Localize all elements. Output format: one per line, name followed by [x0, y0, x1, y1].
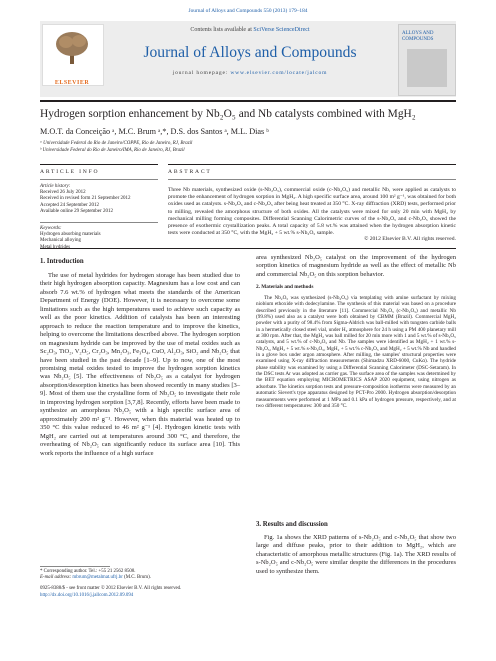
abstract-text: Three Nb materials, synthesized oxide (s-Nb₂O₅), commercial oxide (c-Nb₂O₅) and metallic Nb, were applied as catalysts to promote the enhancement of hydrogen sorption in MgH₂. A high specific surface area, around 100 m² g⁻¹, was obtained for both oxides used as catalysts. s-Nb₂O₅ and c-Nb₂O₅ after being heat treated at 350 °C. X-ray diffraction (XRD) tests, performed prior to milling, revealed the amorphous structure of both oxides. All the catalysts were mixed for only 20 min with MgH₂ by mechanical milling forming composites. Differential Scanning Calorimetric curves of the s-Nb₂O₅ and c-Nb₂O₅ showed the presence of exothermic crystallization peaks. A total capacity of 5.8 wt.% was attained when the hydrogen absorption kinetic tests were conducted at 350 °C, with the MgH₂ + 5 wt.% s-Nb₂O₅ sample. — [168, 187, 456, 237]
contents-line — [108, 27, 392, 33]
cover-title: ALLOYS AND COMPOUNDS — [402, 31, 434, 42]
cover-artwork — [407, 49, 447, 87]
front-matter-rule — [40, 248, 456, 249]
sciencedirect-link[interactable]: SciVerse ScienceDirect — [253, 27, 310, 33]
email-link[interactable]: mbrum@metalmat.ufrj.br — [72, 575, 123, 581]
homepage-link[interactable]: www.elsevier.com/locate/jalcom — [230, 70, 328, 76]
results-heading: 3. Results and discussion — [256, 521, 328, 528]
article-info-heading: ARTICLE INFO — [40, 169, 100, 175]
journal-homepage — [108, 70, 392, 76]
info-sub-rule — [40, 179, 158, 180]
methods-text: The Nb₂O₅ was synthesized (s-Nb₂O₅) via templating with amine surfactant by mixing niobium ethoxide with dodecylamine. The synthesis of this material was based on a procedure described previously in the literature [11]. Commercial Nb₂O₅ (c-Nb₂O₅) and metallic Nb (99.8%) used also as a catalyst were both obtained by CBMM (Brazil). Commercial MgH₂ powder with a purity of 98.4% from Sigma-Aldrich was ball-milled with tungsten carbide balls in a hermetically closed steel vial, under H₂ atmosphere for 24 h using a PM 400 planetary mill at 300 rpm. After that, the MgH₂ was ball milled for 20 min more with 1 and 5 wt.% of s-Nb₂O₅ catalysts, and 5 wt.% of c-Nb₂O₅ and Nb. The samples were identified as MgH₂ + 1 wt.% s-Nb₂O₅, MgH₂ + 5 wt.% s-Nb₂O₅, MgH₂ + 5 wt.% c-Nb₂O₅ and MgH₂ + 5 wt.% Nb and handled in a glove box under argon atmosphere. After milling, the samples' structural properties were examined using X-ray diffraction measurements (Shimadzu XRD-6000, CuKα). The hydride phase stability was examined by using a Differential Scanning Calorimeter (DSC-Setaram). In the DSC tests Ar was adopted as carrier gas. The surface area of the samples was determined by the BET equation employing MICROMETRICS ASAP 2020 equipment, using nitrogen as adsorbate. The kinetics sorption tests and pressure-composition isotherms were measured by an automatic Sievert's type apparatus designed by PCT-Pro 2000. Hydrogen absorption/desorption measurements were performed at 1 MPa and 0.1 kPa of hydrogen pressure, respectively, and at two different temperatures: 300 and 350 °C. — [256, 295, 456, 409]
abstract-copyright: © 2012 Elsevier B.V. All rights reserved. — [364, 236, 456, 242]
keyword-item: Hydrogen absorbing materials — [40, 232, 101, 238]
history-online: Available online 29 September 2012 — [40, 208, 113, 214]
issn-line: 0925-8388/$ - see front matter © 2012 Elsevier B.V. All rights reserved. — [40, 586, 182, 591]
article-title: Hydrogen sorption enhancement by Nb₂O₅ and Nb catalysts combined with MgH₂ — [40, 108, 416, 120]
intro-heading: 1. Introduction — [40, 258, 84, 265]
corresponding-author: * Corresponding author. Tel.: +55 21 2562 8508. — [40, 569, 136, 574]
info-top-rule — [40, 164, 158, 165]
intro-text: The use of metal hydrides for hydrogen storage has been studied due to their high hydrogen absorption capacity. Magnesium has a low cost and can absorb 7.6 wt.% of hydrogen what meets the standards of the American Department of Energy (DOE). However, it is necessary to overcome some limitations such as the high temperatures used to achieve such capacity as well as the poor kinetics. Addition of catalysts has been an interesting approach to reduce the reaction temperature and to improve the kinetics, helping to overcome the limitations described above. The hydrogen sorption on magnesium hydride can be improved by the use of metal oxides such as Sc₂O₃, TiO₂, V₂O₅, Cr₂O₃, Mn₂O₃, Fe₃O₄, CuO, Al₂O₃, SiO₂ and Nb₂O₅ that have been studied in the past decade [1–9]. Up to now, one of the most promising metal oxides tested to improve the hydrogen sorption kinetics was Nb₂O₅ [5]. The effectiveness of Nb₂O₅ as a catalyst for hydrogen absorption/desorption kinetics has been showed recently in many studies [3–9]. Most of them use the crystalline form of Nb₂O₅ to investigate their role in improving hydrogen sorption [3,7,8]. Recently, efforts have been made to synthesize an amorphous Nb₂O₅ with a high specific surface area of approximately 200 m² g⁻¹. However, when this material was heated up to 350 °C this value reduced to 46 m² g⁻¹ [4]. Hydrogen kinetic tests with MgH₂ are carried out at temperatures around 300 °C, and therefore, the overheating of Nb₂O₅ can significantly reduce its surface area [10]. This work reports the influence of a high surface — [40, 272, 240, 457]
abstract-heading: ABSTRACT — [168, 169, 212, 175]
email-suffix: (M.C. Brum). — [122, 575, 151, 581]
article-authors: M.O.T. da Conceição ᵃ, M.C. Brum ᵃ,*, D.S. dos Santos ᵃ, M.L. Dias ᵇ — [40, 127, 269, 136]
history-revised: Received in revised form 21 September 2012 — [40, 196, 131, 202]
homepage-prefix: journal homepage: — [172, 70, 231, 76]
elsevier-tree-icon — [52, 30, 92, 66]
history-received: Received 26 July 2012 — [40, 190, 86, 196]
affiliation-a: ᵃ Universidade Federal do Rio de Janeiro/COPPE, Rio de Janeiro, RJ, Brazil — [40, 141, 193, 146]
header-rule — [40, 100, 456, 102]
doi-link[interactable]: http://dx.doi.org/10.1016/j.jallcom.2012.09.094 — [40, 593, 134, 598]
journal-title: Journal of Alloys and Compounds — [143, 44, 357, 61]
footnote — [40, 569, 240, 582]
keywords-label: Keywords: — [40, 226, 62, 231]
contents-prefix: Contents lists available at — [190, 27, 254, 33]
history-label: Article history: — [40, 184, 71, 189]
article-history — [40, 184, 158, 215]
keywords-rule — [40, 222, 158, 223]
elsevier-wordmark: ELSEVIER — [54, 80, 90, 86]
email-label: E-mail address: — [40, 575, 73, 581]
journal-citation[interactable]: Journal of Alloys and Compounds 550 (2013) 179–184 — [188, 8, 308, 14]
abstract-top-rule — [168, 164, 456, 165]
keyword-item: Mechanical alloying — [40, 238, 81, 244]
journal-cover-image — [398, 24, 456, 96]
results-text: Fig. 1a shows the XRD patterns of s-Nb₂O₅ and c-Nb₂O₅ that show two large and diffuse peaks, prior to their addition to MgH₂, which are characteristic of amorphous metallic structures (Fig. 1a). The XRD results of s-Nb₂O₅ and c-Nb₂O₅ were similar despite the differences in the procedures used to synthesize them. — [256, 534, 456, 575]
email-line — [40, 575, 240, 581]
methods-heading: 2. Materials and methods — [256, 284, 314, 290]
abstract-sub-rule — [168, 179, 456, 180]
footnote-rule — [40, 566, 110, 567]
affiliations — [40, 140, 456, 154]
affiliation-b: ᵇ Universidade Federal do Rio de Janeiro/IMA, Rio de Janeiro, RJ, Brazil — [40, 148, 185, 153]
intro-continued-text: area synthesized Nb₂O₅ catalyst on the improvement of the hydrogen sorption kinetics of magnesium hydride as well as the effect of metallic Nb and commercial Nb₂O₅ on this sorption behavior. — [256, 254, 456, 278]
history-accepted: Accepted 24 September 2012 — [40, 202, 100, 208]
